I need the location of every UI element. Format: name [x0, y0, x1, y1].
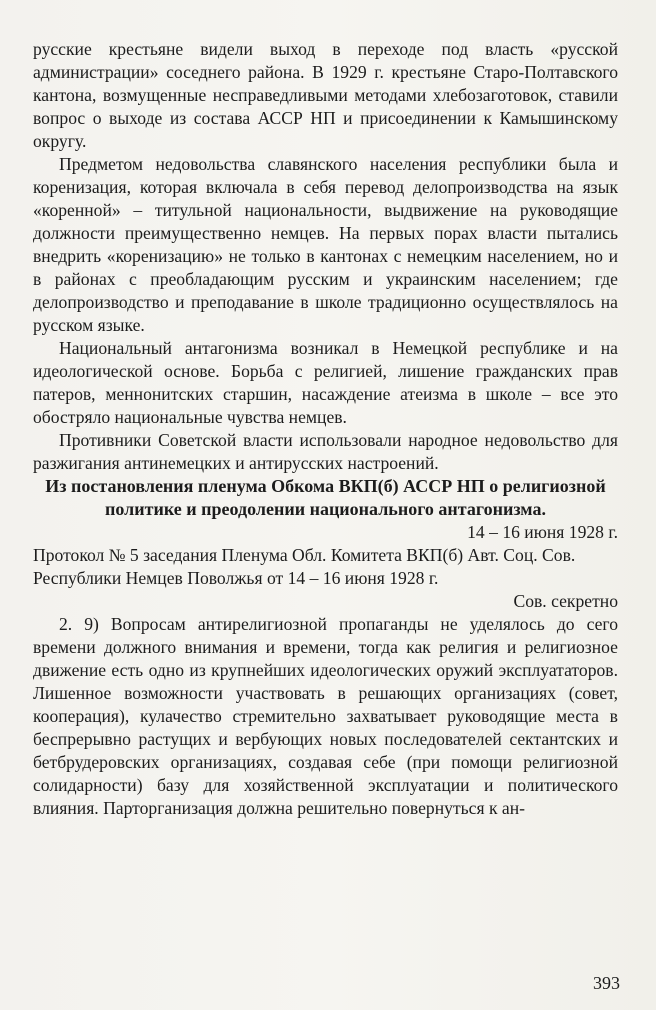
item-paragraph: 2. 9) Вопросам антирелигиозной пропаганды не уделялось до сего времени должного внимания и времени, тогда как религия и религиозное движение есть одно из крупнейших идеологических оружий эксплуататоров. Лишенное возможности участвовать в решающих организациях (совет, кооперация), кулачество стремительно захватывает руководящие места в беспрерывно растущих и вербующих новых последователей сектантских и бетбрудеровских организациях, создавая себе (при помощи религиозной солидарности) базу для хозяйственной эксплуатации и политического влияния. Парторганизация должна решительно повернуться к ан- — [33, 614, 618, 818]
paragraph-4: Противники Советской власти использовали народное недовольство для разжигания антинемецких и антирусских настроений. — [33, 430, 618, 473]
protocol-line: Протокол № 5 заседания Пленума Обл. Комитета ВКП(б) Авт. Соц. Сов. Республики Немцев Поволжья от 14 – 16 июня 1928 г. — [33, 545, 576, 588]
document-heading: Из постановления пленума Обкома ВКП(б) АССР НП о религиозной политике и преодолении национального антагонизма. — [45, 476, 606, 519]
classification-label: Сов. секретно — [513, 591, 618, 611]
document-date: 14 – 16 июня 1928 г. — [467, 522, 618, 542]
paragraph-3: Национальный антагонизма возникал в Немецкой республике и на идеологической основе. Борьба с религией, лишение гражданских прав патеров, меннонитских старшин, насаждение атеизма в школе – все это обостряло национальные чувства немцев. — [33, 338, 618, 427]
page-body — [33, 38, 618, 820]
paragraph-2: Предметом недовольства славянского населения республики была и коренизация, которая включала в себя перевод делопроизводства на язык «коренной» – титульной национальности, выдвижение на руководящие должности преимущественно немцев. На первых порах власти пытались внедрить «коренизацию» не только в кантонах с немецким населением, но и в районах с преобладающим русским и украинским населением; где делопроизводство и преподавание в школе традиционно осуществлялось на русском языке. — [33, 154, 618, 335]
page-number: 393 — [593, 973, 620, 993]
paragraph-1: русские крестьяне видели выход в переходе под власть «русской администрации» соседнего района. В 1929 г. крестьяне Старо-Полтавского кантона, возмущенные несправедливыми методами хлебозаготовок, ставили вопрос о выходе из состава АССР НП и присоединении к Камышинскому округу. — [33, 39, 618, 151]
